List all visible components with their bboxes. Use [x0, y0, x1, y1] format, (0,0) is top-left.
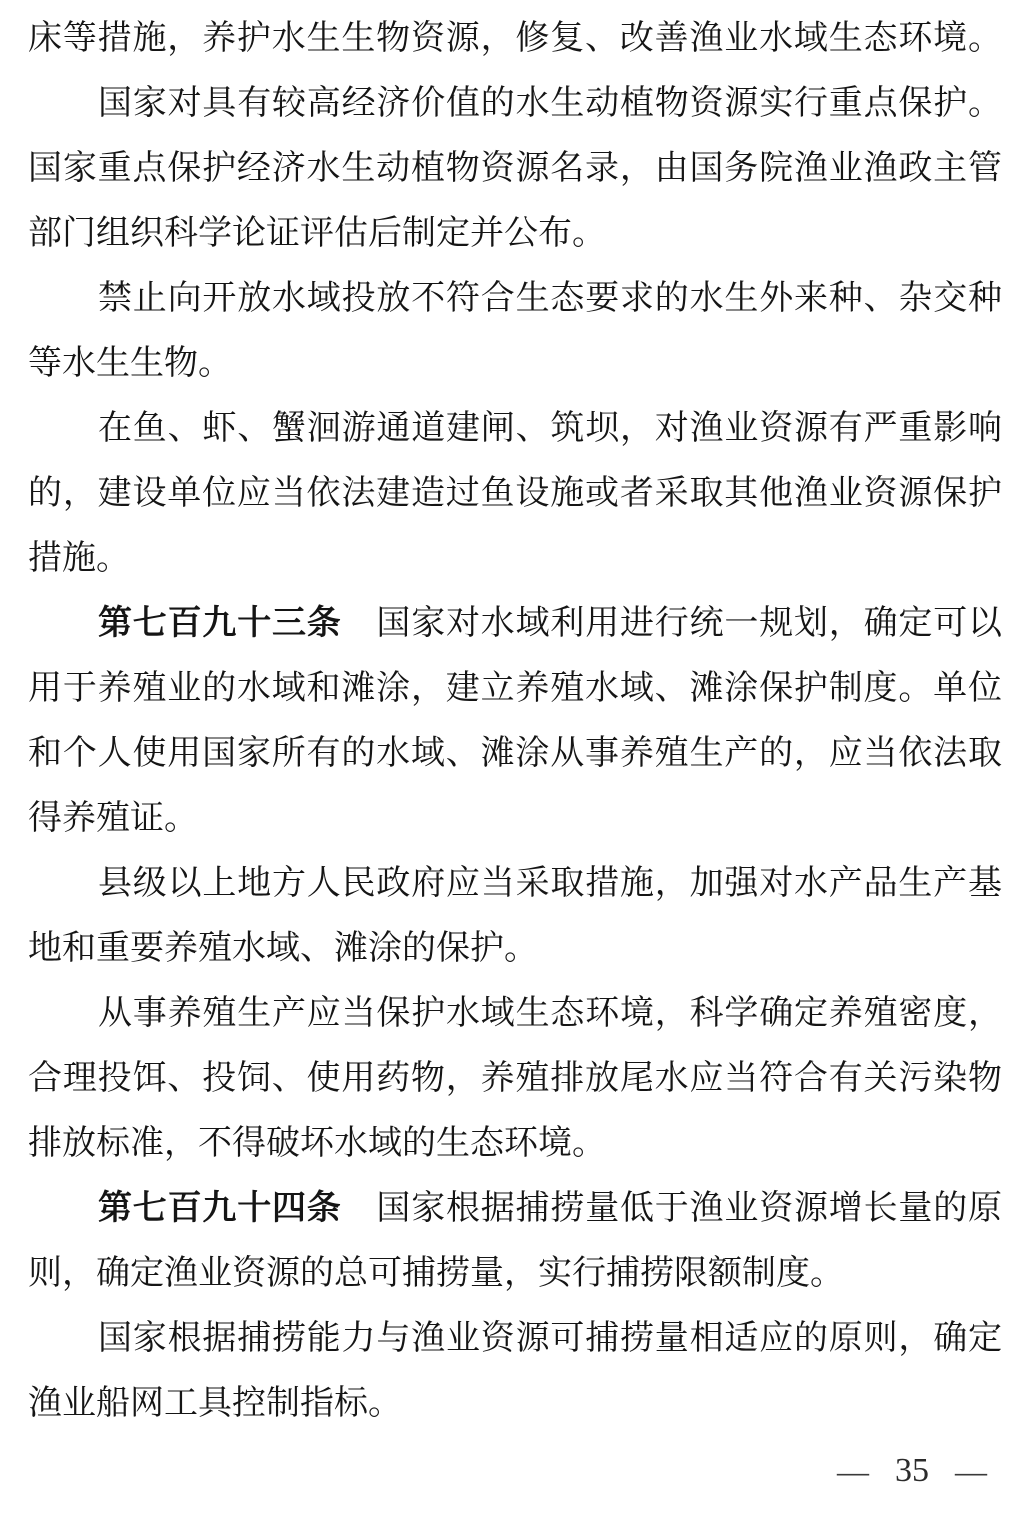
document-line-3: 国家重点保护经济水生动植物资源名录，由国务院渔业渔政主管 — [28, 150, 1002, 187]
page-number-right-dash: — — [955, 1453, 987, 1489]
article-number-793: 第七百九十三条 — [98, 604, 342, 642]
document-page-body — [28, 6, 1002, 1436]
document-line-19-article-794 — [28, 1176, 1002, 1241]
document-line-2: 国家对具有较高经济价值的水生动植物资源实行重点保护。 — [98, 85, 1002, 122]
document-line-13: 得养殖证。 — [28, 800, 198, 837]
document-line-14: 县级以上地方人民政府应当采取措施，加强对水产品生产基 — [98, 865, 1002, 902]
page-number-left-dash: — — [837, 1453, 869, 1489]
document-line-17: 合理投饵、投饲、使用药物，养殖排放尾水应当符合有关污染物 — [28, 1060, 1002, 1097]
document-line-4: 部门组织科学论证评估后制定并公布。 — [28, 215, 606, 252]
page-footer — [837, 1449, 987, 1493]
document-line-10-article-793 — [28, 591, 1002, 656]
document-line-8: 的，建设单位应当依法建造过鱼设施或者采取其他渔业资源保护 — [28, 475, 1002, 512]
article-793-lead-text: 国家对水域利用进行统一规划，确定可以 — [341, 605, 1003, 642]
document-line-20: 则，确定渔业资源的总可捕捞量，实行捕捞限额制度。 — [28, 1255, 844, 1292]
document-line-18: 排放标准，不得破坏水域的生态环境。 — [28, 1125, 606, 1162]
document-line-7: 在鱼、虾、蟹洄游通道建闸、筑坝，对渔业资源有严重影响 — [98, 410, 1002, 447]
document-line-6: 等水生生物。 — [28, 345, 232, 382]
document-line-1: 床等措施，养护水生生物资源，修复、改善渔业水域生态环境。 — [28, 20, 1002, 57]
document-line-11: 用于养殖业的水域和滩涂，建立养殖水域、滩涂保护制度。单位 — [28, 670, 1002, 707]
document-line-21: 国家根据捕捞能力与渔业资源可捕捞量相适应的原则，确定 — [98, 1320, 1002, 1357]
article-794-lead-text: 国家根据捕捞量低于渔业资源增长量的原 — [341, 1190, 1003, 1227]
document-line-22: 渔业船网工具控制指标。 — [28, 1385, 402, 1422]
document-line-12: 和个人使用国家所有的水域、滩涂从事养殖生产的，应当依法取 — [28, 735, 1002, 772]
document-line-9: 措施。 — [28, 540, 130, 577]
document-line-15: 地和重要养殖水域、滩涂的保护。 — [28, 930, 538, 967]
page-number: 35 — [895, 1452, 929, 1489]
document-line-5: 禁止向开放水域投放不符合生态要求的水生外来种、杂交种 — [98, 280, 1002, 317]
article-number-794: 第七百九十四条 — [98, 1189, 342, 1227]
document-line-16: 从事养殖生产应当保护水域生态环境，科学确定养殖密度， — [98, 995, 1002, 1032]
